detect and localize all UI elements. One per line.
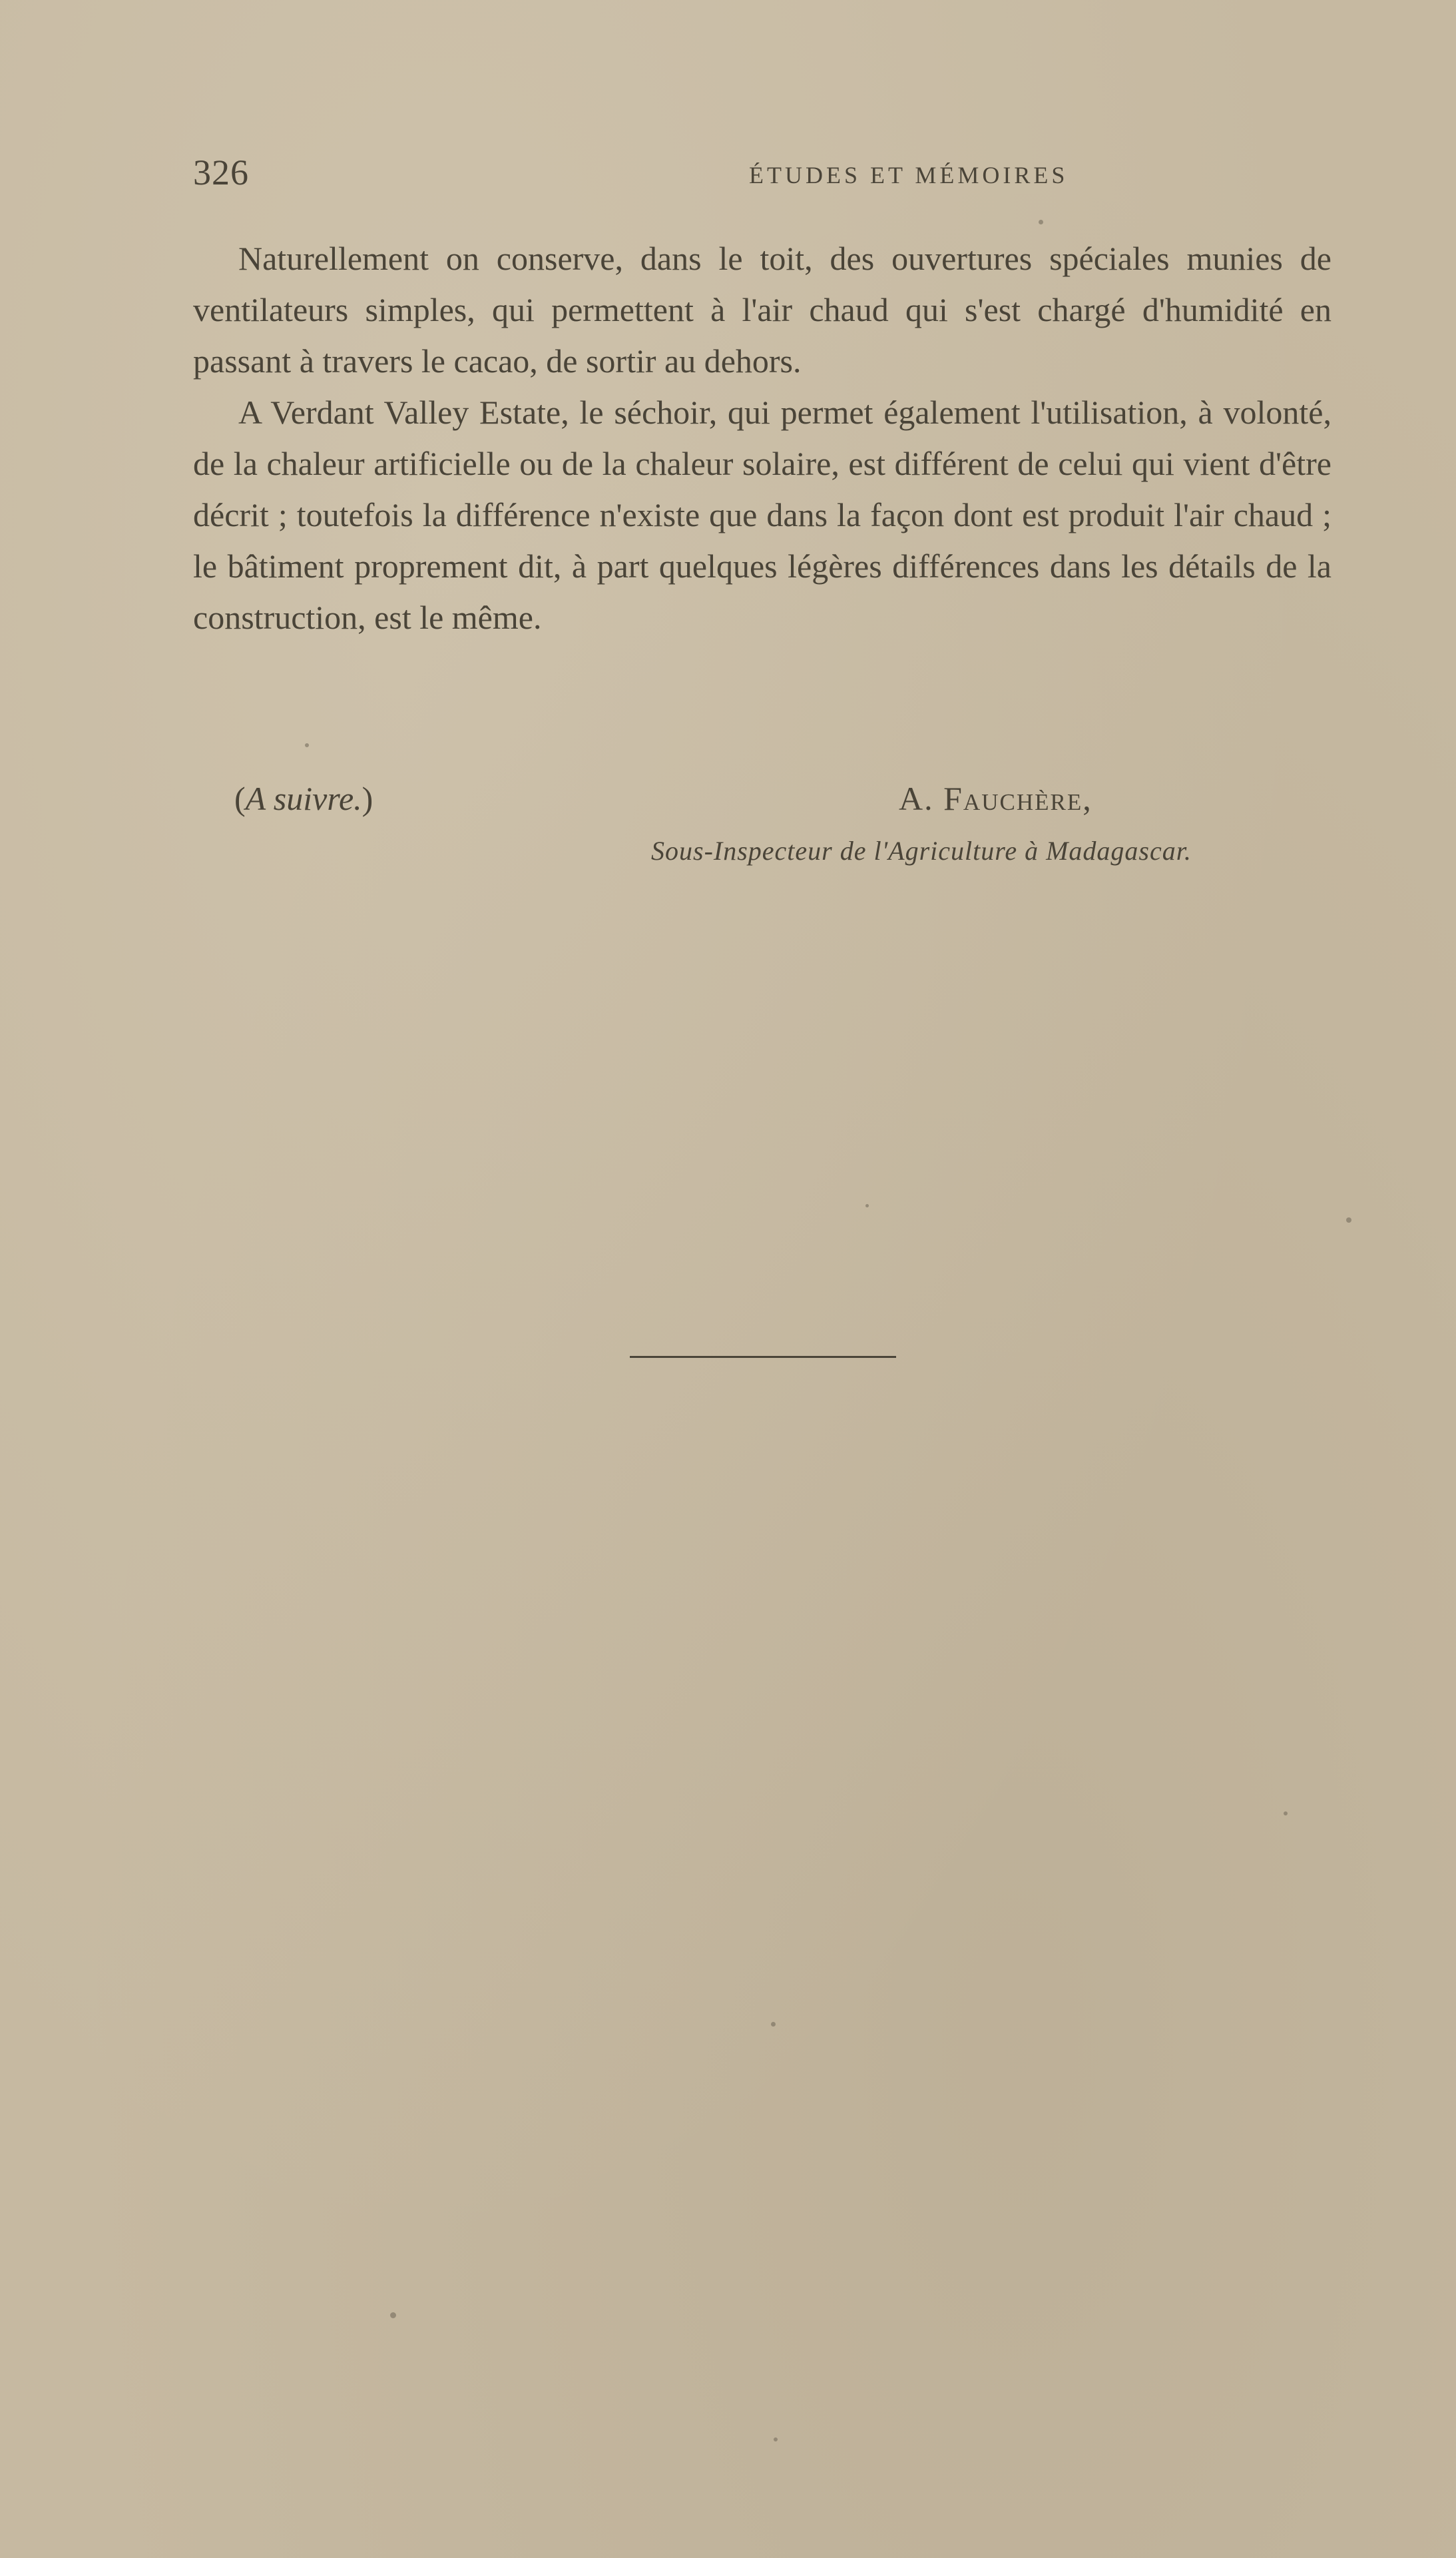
- author-title: Sous-Inspecteur de l'Agriculture à Madagascar.: [651, 836, 1192, 866]
- paper-speck: [305, 743, 309, 747]
- paper-speck: [1039, 220, 1043, 224]
- running-title: ÉTUDES ET MÉMOIRES: [749, 162, 1069, 188]
- paper-speck: [1284, 1811, 1288, 1815]
- paper-speck: [390, 2312, 396, 2318]
- paper-speck: [771, 2022, 776, 2027]
- paper-speck: [865, 1204, 869, 1207]
- paper-speck: [774, 2437, 778, 2441]
- paragraph-1: Naturellement on conserve, dans le toit, des ouvertures spéciales munies de ventilateurs simples, qui permettent à l'air chaud qui s'est chargé d'humidité en passant à travers le cacao, de sortir au dehors.: [193, 240, 1332, 380]
- paragraph-2: A Verdant Valley Estate, le séchoir, qui permet également l'utilisation, à volonté, de la chaleur artificielle ou de la chaleur solaire, est différent de celui qui vient d'être décrit ; toutefois la différence n'existe que dans la façon dont est produit l'air chaud ; le bâtiment proprement dit, à part quelques légères différences dans les détails de la construction, est le même.: [193, 394, 1332, 636]
- page-number: 326: [193, 153, 249, 192]
- end-rule: [630, 1356, 896, 1358]
- paper-speck: [1346, 1217, 1351, 1223]
- continuation-open: (: [234, 780, 246, 817]
- continuation-text: A suivre.: [245, 780, 362, 817]
- body-text: [193, 233, 1332, 643]
- continuation-note: [234, 779, 373, 818]
- author-name: A. Fauchère,: [899, 780, 1092, 817]
- signature-block: [193, 779, 1332, 879]
- page-header: [193, 152, 1332, 198]
- continuation-close: ): [362, 780, 373, 817]
